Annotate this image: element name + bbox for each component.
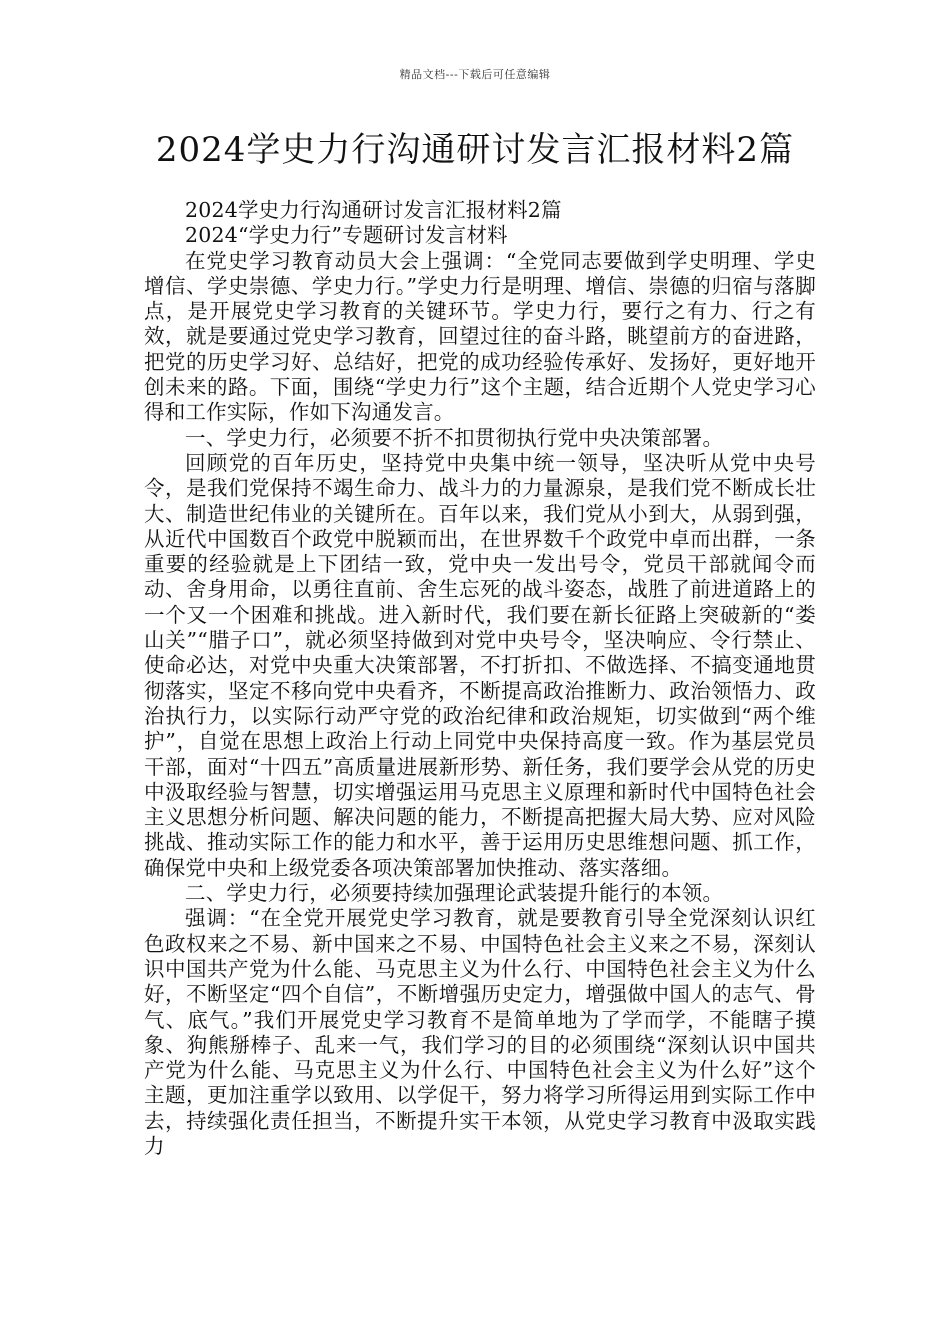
subtitle-line: 2024“学史力行”专题研讨发言材料 (185, 223, 508, 248)
document-body (144, 198, 816, 1159)
section-heading: 二、学史力行，必须要持续加强理论武装提升能行的本领。 (185, 881, 724, 906)
header-note: 精品文档---下载后可任意编辑 (399, 68, 551, 81)
body-paragraph: 回顾党的百年历史，坚持党中央集中统一领导，坚决听从党中央号令，是我们党保持不竭生命力、战斗力的力量源泉，是我们党不断成长壮大、制造世纪伟业的关键所在。百年以来，我们党从小到大，从弱到强，从近代中国数百个政党中脱颖而出，在世界数千个政党中卓而出群，一条重要的经验就是上下团结一致，党中央一发出号令，党员干部就闻令而动、舍身用命，以勇往直前、舍生忘死的战斗姿态，战胜了前进道路上的一个又一个困难和挑战。进入新时代，我们要在新长征路上突破新的“娄山关”“腊子口”，就必须坚持做到对党中央号令，坚决响应、令行禁止、使命必达，对党中央重大决策部署，不打折扣、不做选择、不搞变通地贯彻落实，坚定不移向党中央看齐，不断提高政治推断力、政治领悟力、政治执行力，以实际行动严守党的政治纪律和政治规矩，切实做到“两个维护”，自觉在思想上政治上行动上同党中央保持高度一致。作为基层党员干部，面对“十四五”高质量进展新形势、新任务，我们要学会从党的历史中汲取经验与智慧，切实增强运用马克思主义原理和新时代中国特色社会主义思想分析问题、解决问题的能力，不断提高把握大局大势、应对风险挑战、推动实际工作的能力和水平，善于运用历史思维想问题、抓工作，确保党中央和上级党委各项决策部署加快推动、落实落细。 (144, 450, 816, 880)
document-title: 2024学史力行沟通研讨发言汇报材料2篇 (155, 130, 795, 170)
section-heading: 一、学史力行，必须要不折不扣贯彻执行党中央决策部署。 (185, 425, 724, 450)
body-paragraph: 强调：“在全党开展党史学习教育，就是要教育引导全党深刻认识红色政权来之不易、新中国来之不易、中国特色社会主义来之不易，深刻认识中国共产党为什么能、马克思主义为什么行、中国特色社会主义为什么好，不断坚定“四个自信”，不断增强历史定力，增强做中国人的志气、骨气、底气。”我们开展党史学习教育不是简单地为了学而学，不能瞎子摸象、狗熊掰棒子、乱来一气，我们学习的目的必须围绕“深刻认识中国共产党为什么能、马克思主义为什么行、中国特色社会主义为什么好”这个主题，更加注重学以致用、以学促干，努力将学习所得运用到实际工作中去，持续强化责任担当，不断提升实干本领，从党史学习教育中汲取实践力 (144, 906, 816, 1158)
subtitle-line: 2024学史力行沟通研讨发言汇报材料2篇 (185, 198, 562, 222)
body-paragraph: 在党史学习教育动员大会上强调：“全党同志要做到学史明理、学史增信、学史崇德、学史力行。”学史力行是明理、增信、崇德的归宿与落脚点，是开展党史学习教育的关键环节。学史力行，要行之有力、行之有效，就是要通过党史学习教育，回望过往的奋斗路，眺望前方的奋进路，把党的历史学习好、总结好，把党的成功经验传承好、发扬好，更好地开创未来的路。下面，围绕“学史力行”这个主题，结合近期个人党史学习心得和工作实际，作如下沟通发言。 (144, 248, 816, 425)
